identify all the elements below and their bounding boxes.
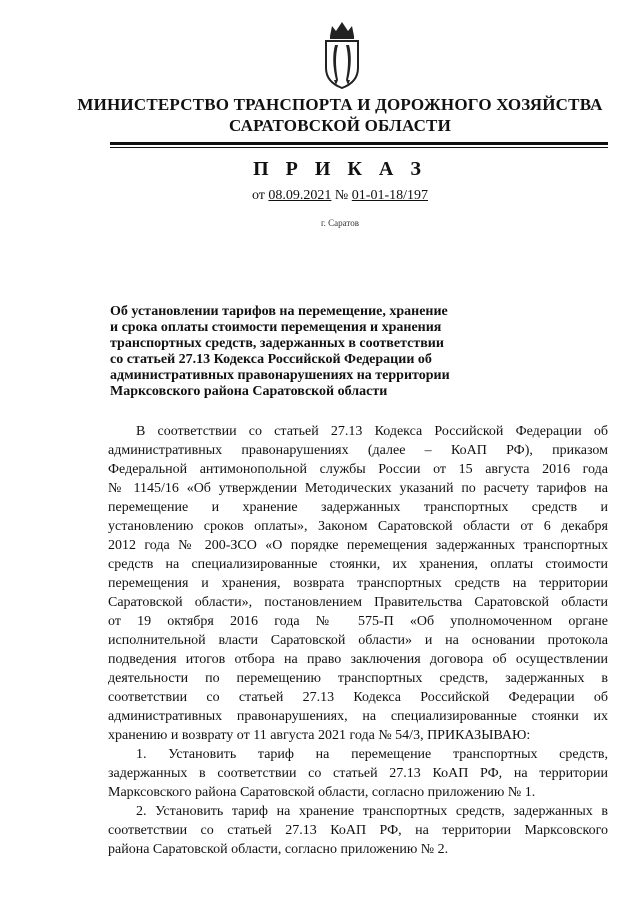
body-text-line: 2. Установить тариф на хранение транспортных средств, задержанных в [136, 804, 608, 819]
order-date: 08.09.2021 [268, 188, 332, 203]
body-text-line: соответствии со статьей 27.13 КоАП РФ, на территории Марксовского [108, 823, 608, 838]
subject-line: транспортных средств, задержанных в соответствии [110, 336, 444, 351]
body-text-line: перемещение и хранение задержанных транспортных средств и [108, 500, 608, 515]
saratov-coat-of-arms-emblem [322, 16, 362, 92]
subject-line: и срока оплаты стоимости перемещения и хранения [110, 320, 442, 335]
order-subject [110, 304, 490, 400]
body-text-line: административных правонарушениях, на специализированные стоянки их [108, 709, 608, 724]
body-text-line: перемещения и хранения, возврата транспортных средств на территории [108, 576, 608, 591]
city-name: г. Саратов [321, 218, 359, 228]
order-date-number [60, 188, 620, 204]
body-text-line: задержанных в соответствии со статьей 27.13 КоАП РФ, на территории [108, 766, 608, 781]
body-text-line: исполнительной власти Саратовской области» и на основании протокола [108, 633, 608, 648]
body-text-line: 2012 года № 200-ЗСО «О порядке перемещения задержанных транспортных [108, 538, 608, 553]
document-type-title: П Р И К А З [253, 158, 427, 180]
body-text-line: Саратовской области», постановлением Правительства Саратовской области [108, 595, 608, 610]
order-number-sign: № [334, 188, 349, 203]
body-text-line: Марксовского района Саратовской области, согласно приложению № 1. [108, 785, 536, 800]
body-text-line: деятельности по перемещению транспортных средств, задержанных в [108, 671, 608, 686]
body-text-line: В соответствии со статьей 27.13 Кодекса Российской Федерации об [136, 424, 608, 439]
body-text-line: соответствии со статьей 27.13 Кодекса Российской Федерации об [108, 690, 608, 705]
subject-line: Марксовского района Саратовской области [110, 384, 388, 399]
order-body [108, 422, 608, 859]
body-text-line: № 1145/16 «Об утверждении Методических указаний по расчету тарифов на [108, 481, 608, 496]
body-text-line: от 19 октября 2016 года № 575-П «Об уполномоченном органе [108, 614, 608, 629]
ministry-name-line-1: МИНИСТЕРСТВО ТРАНСПОРТА И ДОРОЖНОГО ХОЗЯЙСТВА [77, 95, 603, 114]
order-number: 01-01-18/197 [351, 188, 428, 203]
ministry-name-line-2: САРАТОВСКОЙ ОБЛАСТИ [228, 116, 452, 135]
body-text-line: 1. Установить тариф на перемещение транспортных средств, [136, 747, 608, 762]
body-text-line: хранению и возврату от 11 августа 2021 года № 54/3, ПРИКАЗЫВАЮ: [108, 728, 531, 743]
header-divider-thin [110, 147, 608, 148]
body-text-line: Федеральной антимонопольной службы России от 15 августа 2016 года [108, 462, 608, 477]
body-text-line: района Саратовской области, согласно приложению № 2. [108, 842, 449, 857]
header-divider-thick [110, 142, 608, 145]
order-date-prefix: от [251, 188, 265, 203]
body-text-line: подведения итогов отбора на право заключения договора об осуществлении [108, 652, 608, 667]
body-text-line: средств на специализированные стоянки, их хранения, оплаты стоимости [108, 557, 608, 572]
body-text-line: установлению сроков оплаты», Законом Саратовской области от 6 декабря [108, 519, 608, 534]
body-text-line: административных правонарушениях (далее – КоАП РФ), приказом [108, 443, 608, 458]
subject-line: административных правонарушениях на территории [110, 368, 450, 383]
subject-line: Об установлении тарифов на перемещение, хранение [110, 304, 448, 319]
subject-line: со статьей 27.13 Кодекса Российской Федерации об [110, 352, 432, 367]
